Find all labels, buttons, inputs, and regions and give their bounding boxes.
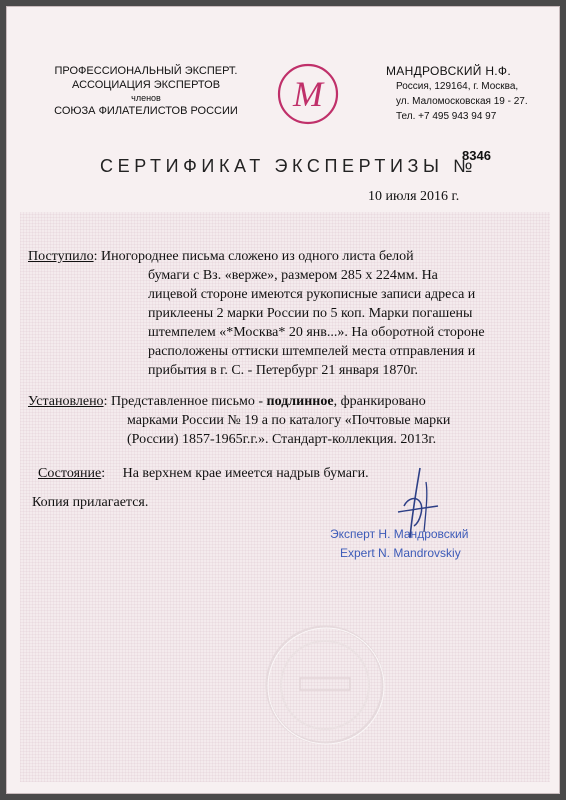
expert-stamp-ru: Эксперт Н. Мандровский bbox=[330, 527, 469, 541]
condition-text: На верхнем крае имеется надрыв бумаги. bbox=[122, 466, 369, 481]
received-line-5: штемпелем «*Москва* 20 янв...». На оборотной стороне bbox=[148, 325, 485, 340]
received-label: Поступило bbox=[28, 249, 94, 264]
established-label: Установлено bbox=[28, 394, 104, 409]
established-line-2: марками России № 19 а по каталогу «Почтовые марки bbox=[127, 413, 451, 428]
copy-attached-note: Копия прилагается. bbox=[32, 495, 149, 510]
expert-stamp bbox=[330, 525, 500, 563]
established-line-1-post: , франкировано bbox=[333, 394, 426, 409]
certificate-number: 8346 bbox=[462, 148, 491, 163]
established-line-3: (России) 1857-1965г.г.». Стандарт-коллекция. 2013г. bbox=[127, 432, 437, 447]
expert-contact-header bbox=[386, 64, 556, 124]
phone-line: Тел. +7 495 943 94 97 bbox=[396, 111, 497, 122]
received-line-1: Иногороднее письма сложено из одного листа белой bbox=[100, 249, 414, 264]
condition-section: Состояние: На верхнем крае имеется надрыв бумаги. bbox=[38, 466, 369, 481]
certificate-date: 10 июля 2016 г. bbox=[368, 189, 460, 204]
certificate-title: СЕРТИФИКАТ ЭКСПЕРТИЗЫ № bbox=[100, 156, 478, 176]
association-line-1: ПРОФЕССИОНАЛЬНЫЙ ЭКСПЕРТ. bbox=[54, 65, 238, 77]
authentic-verdict: подлинное bbox=[266, 394, 334, 409]
certificate-page bbox=[6, 6, 560, 794]
association-header bbox=[28, 64, 264, 118]
received-line-6: расположены оттиски штемпелей места отправления и bbox=[148, 344, 476, 359]
established-line-1-pre: Представленное письмо - bbox=[110, 394, 264, 409]
association-line-3: членов bbox=[131, 93, 161, 103]
established-section: Установлено: Представленное письмо - подлинное, франкировано марками России № 19 а по каталогу «Почтовые марки (России) 1857-1965г.г.». Стандарт-коллекция. 2013г. bbox=[28, 392, 538, 449]
embossed-seal bbox=[260, 620, 390, 750]
association-line-2: АССОЦИАЦИЯ ЭКСПЕРТОВ bbox=[71, 79, 221, 91]
address-line-2: ул. Маломосковская 19 - 27. bbox=[396, 96, 528, 107]
received-line-4: приклеены 2 марки России по 5 коп. Марки погашены bbox=[148, 306, 473, 321]
received-line-3: лицевой стороне имеются рукописные записи адреса и bbox=[148, 287, 476, 302]
condition-label: Состояние bbox=[38, 466, 102, 481]
received-line-7: прибытия в г. С. - Петербург 21 января 1870г. bbox=[148, 363, 418, 378]
received-section: Поступило: Иногороднее письма сложено из одного листа белой бумаги с Вз. «верже», размером 285 х 224мм. На лицевой стороне имеются рукописные записи адреса и приклеены 2 марки России по 5 коп. Марки погашены штемпелем «*Москва* 20 янв...». На оборотной стороне расположены оттиски штемпелей места отправления и прибытия в г. С. - Петербург 21 января 1870г. bbox=[28, 247, 536, 380]
expert-stamp-en: Expert N. Mandrovskiy bbox=[340, 546, 461, 560]
monogram-logo-icon bbox=[276, 62, 340, 126]
svg-text:M: M bbox=[293, 74, 323, 114]
expert-name-header: МАНДРОВСКИЙ Н.Ф. bbox=[386, 64, 511, 78]
association-line-4: СОЮЗА ФИЛАТЕЛИСТОВ РОССИИ bbox=[54, 105, 238, 117]
received-line-2: бумаги с Вз. «верже», размером 285 х 224мм. На bbox=[148, 268, 438, 283]
address-line-1: Россия, 129164, г. Москва, bbox=[396, 81, 519, 92]
